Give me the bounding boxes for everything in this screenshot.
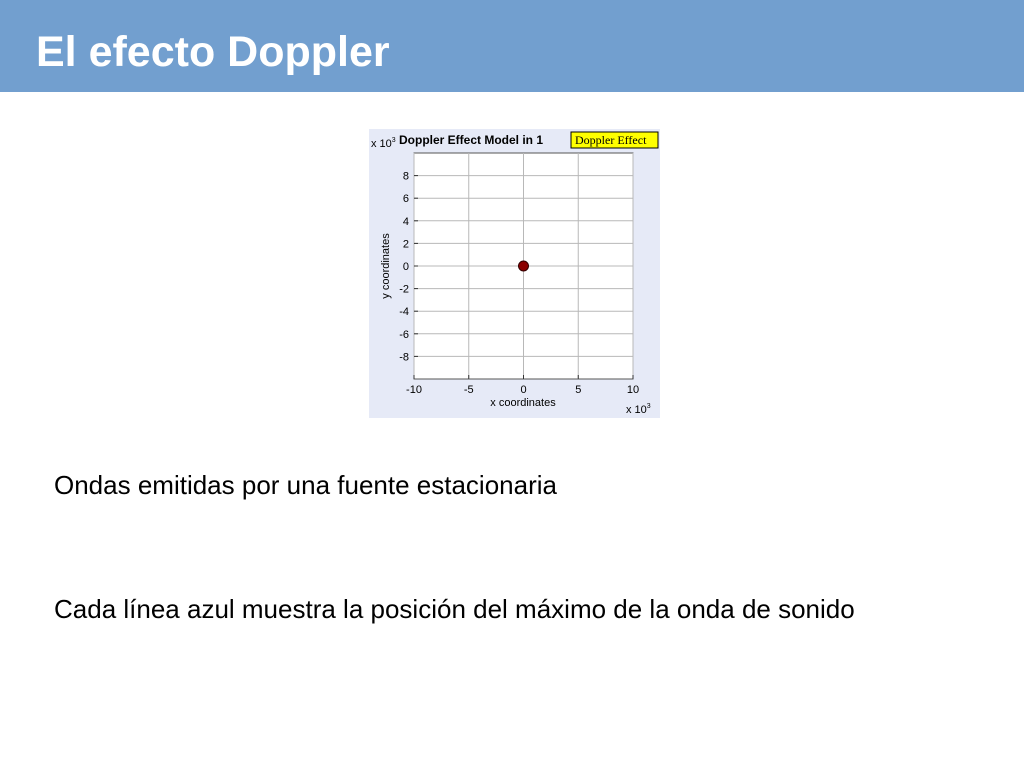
legend-label: Doppler Effect [575,133,647,147]
y-tick-label: -6 [399,328,409,341]
y-tick-label: -2 [399,283,409,296]
y-tick-label: 2 [402,238,409,251]
x-tick-label: 5 [575,384,582,396]
x-multiplier-exponent: 3 [646,403,651,410]
paragraph-stationary-source: Ondas emitidas por una fuente estacionaria [54,470,557,500]
title-bar [0,0,1024,92]
y-tick-label: 8 [402,170,409,183]
chart-title: Doppler Effect Model in 1 [399,133,544,147]
data-points [519,261,529,271]
source-point [519,261,529,271]
x-tick-label: -10 [406,384,422,396]
x-tick-label: 10 [626,384,640,396]
x-tick-label: -5 [463,384,474,396]
y-tick-label: -4 [399,306,409,319]
x-multiplier-label: x $10^3$ [626,403,651,416]
paragraph-blue-lines: Cada línea azul muestra la posición del máximo de la onda de sonido [54,594,855,624]
slide-title: El efecto Doppler [36,28,390,76]
x-axis-label: x coordinates [490,397,556,409]
x-tick-label: 0 [520,384,527,396]
y-multiplier-label: x $10^3$ [371,137,396,150]
y-axis-label: y coordinates [380,233,392,299]
y-tick-label: 6 [402,193,409,206]
y-tick-label: 0 [402,261,409,273]
y-tick-label: 4 [402,215,409,228]
y-tick-label: -8 [399,351,409,364]
doppler-figure [369,129,660,418]
doppler-plot [369,129,660,418]
y-multiplier-exponent: 3 [391,137,396,144]
